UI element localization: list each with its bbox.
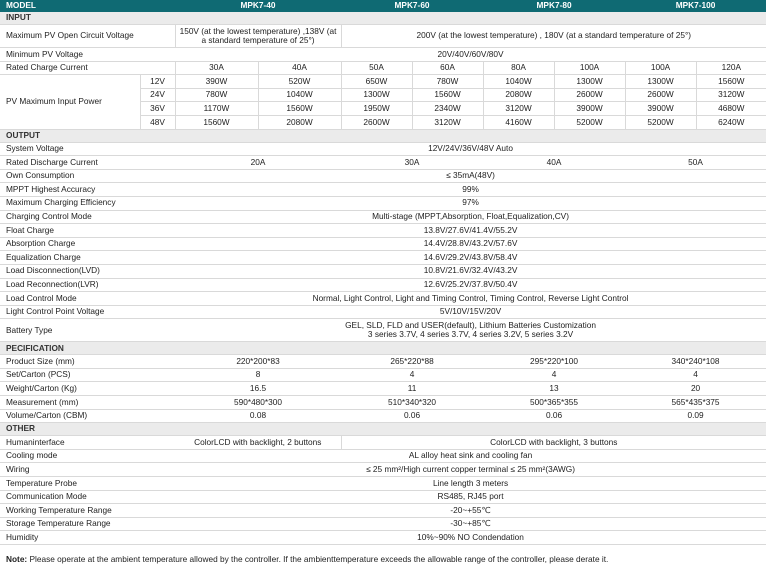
row-float-charge: Float Charge 13.8V/27.6V/41.4V/55.2V: [0, 224, 766, 238]
section-input: INPUT: [0, 12, 766, 25]
footnote: [6, 554, 608, 564]
row-product-size: Product Size (mm) 220*200*83 265*220*88 295*220*100 340*240*108: [0, 355, 766, 369]
row-absorption-charge: Absorption Charge 14.4V/28.8V/43.2V/57.6V: [0, 237, 766, 251]
model-mpk7-60: MPK7-60: [341, 0, 483, 12]
row-voc: Maximum PV Open Circuit Voltage 150V (at the lowest temperature) ,138V (at a standard temperature of 25°) 200V (at the lowest temperature) , 180V (at a standard temperature of 25°): [0, 25, 766, 48]
row-charging-efficiency: Maximum Charging Efficiency 97%: [0, 196, 766, 210]
row-system-voltage: System Voltage 12V/24V/36V/48V Auto: [0, 142, 766, 156]
battery-type-line-2: 3 series 3.7V, 4 series 3.7V, 4 series 3.2V, 5 series 3.2V: [367, 329, 574, 340]
row-weight-carton: Weight/Carton (Kg) 16.5 11 13 20: [0, 382, 766, 396]
row-set-carton: Set/Carton (PCS) 8 4 4 4: [0, 368, 766, 382]
row-rated-discharge: Rated Discharge Current 20A 30A 40A 50A: [0, 156, 766, 170]
model-mpk7-100: MPK7-100: [625, 0, 766, 12]
section-specification: PECIFICATION: [0, 342, 766, 355]
section-output: OUTPUT: [0, 129, 766, 142]
header-row: [0, 0, 766, 12]
note-prefix: Note:: [6, 554, 28, 564]
row-temperature-probe: Temperature Probe Line length 3 meters: [0, 477, 766, 491]
row-lvd: Load Disconnection(LVD) 10.8V/21.6V/32.4V/43.2V: [0, 264, 766, 278]
row-volume-carton: Volume/Carton (CBM) 0.08 0.06 0.06 0.09: [0, 409, 766, 423]
model-mpk7-40: MPK7-40: [175, 0, 341, 12]
note-text: Please operate at the ambient temperature allowed by the controller. If the ambienttemperature exceeds the allowable range of the controller, please derate it.: [27, 554, 609, 564]
row-charging-control-mode: Charging Control Mode Multi-stage (MPPT,Absorption, Float,Equalization,CV): [0, 210, 766, 224]
row-communication-mode: Communication Mode RS485, RJ45 port: [0, 490, 766, 504]
row-lvr: Load Reconnection(LVR) 12.6V/25.2V/37.8V/50.4V: [0, 278, 766, 292]
row-human-interface: Humaninterface ColorLCD with backlight, 2 buttons ColorLCD with backlight, 3 buttons: [0, 436, 766, 450]
battery-type-line-1: GEL, SLD, FLD and USER(default), Lithium Batteries Customization: [345, 319, 596, 330]
row-pv-power-12v: PV Maximum Input Power 12V 390W 520W 650W 780W 1040W 1300W 1300W 1560W: [0, 75, 766, 89]
row-pv-power-48v: 48V 1560W 2080W 2600W 3120W 4160W 5200W 5200W 6240W: [0, 115, 766, 129]
row-pv-power-24v: 24V 780W 1040W 1300W 1560W 2080W 2600W 2600W 3120W: [0, 88, 766, 102]
row-min-pv: Minimum PV Voltage 20V/40V/60V/80V: [0, 48, 766, 62]
row-measurement: Measurement (mm) 590*480*300 510*340*320 500*365*355 565*435*375: [0, 396, 766, 410]
section-other: OTHER: [0, 423, 766, 436]
row-working-temperature: Working Temperature Range -20~+55℃: [0, 504, 766, 518]
row-wiring: Wiring ≤ 25 mm²/High current copper terminal ≤ 25 mm²(3AWG): [0, 463, 766, 477]
row-storage-temperature: Storage Temperature Range -30~+85℃: [0, 517, 766, 531]
model-header: MODEL: [0, 0, 175, 12]
row-equalization-charge: Equalization Charge 14.6V/29.2V/43.8V/58.4V: [0, 251, 766, 265]
row-humidity: Humidity 10%~90% NO Condendation: [0, 531, 766, 545]
row-load-control-mode: Load Control Mode Normal, Light Control, Light and Timing Control, Timing Control, Reverse Light Control: [0, 292, 766, 306]
row-light-control-voltage: Light Control Point Voltage 5V/10V/15V/20V: [0, 305, 766, 319]
row-rated-charge: Rated Charge Current 30A 40A 50A 60A 80A 100A 100A 120A: [0, 61, 766, 75]
row-cooling-mode: Cooling mode AL alloy heat sink and cooling fan: [0, 449, 766, 463]
row-mppt-accuracy: MPPT Highest Accuracy 99%: [0, 183, 766, 197]
row-own-consumption: Own Consumption ≤ 35mA(48V): [0, 169, 766, 183]
row-battery-type: Battery Type GEL, SLD, FLD and USER(default), Lithium Batteries Customization 3 series 3.7V, 4 series 3.7V, 4 series 3.2V, 5 series 3.2V: [0, 319, 766, 342]
model-mpk7-80: MPK7-80: [483, 0, 625, 12]
row-pv-power-36v: 36V 1170W 1560W 1950W 2340W 3120W 3900W 3900W 4680W: [0, 102, 766, 116]
